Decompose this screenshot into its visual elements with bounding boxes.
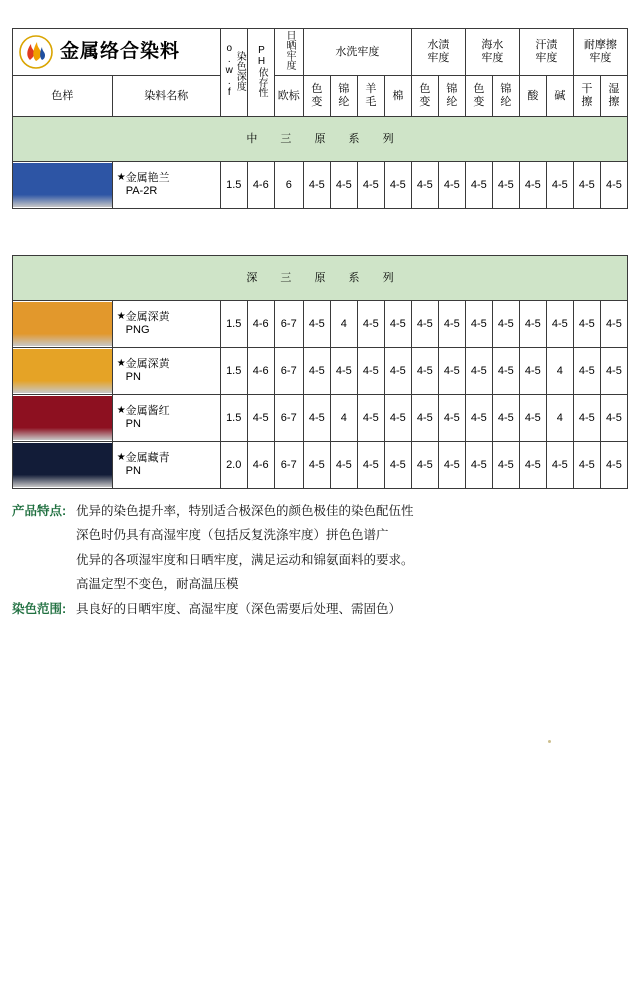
cell-sea-change: 4-5 <box>465 348 492 395</box>
header-rub: 耐摩擦 牢度 <box>573 29 627 76</box>
cell-sea-nylon: 4-5 <box>492 442 519 489</box>
cell-sea-nylon: 4-5 <box>492 348 519 395</box>
table-row <box>13 442 628 489</box>
cell-wash-wool: 4-5 <box>357 442 384 489</box>
cell-water-nylon: 4-5 <box>438 348 465 395</box>
cell-sea-nylon: 4-5 <box>492 301 519 348</box>
cell-ph: 4-6 <box>247 348 274 395</box>
cell-depth: 1.5 <box>220 162 247 209</box>
cell-wash-nylon: 4 <box>330 301 357 348</box>
cell-wash-nylon: 4-5 <box>330 162 357 209</box>
star-icon: ★ <box>116 311 126 323</box>
swatch-fill <box>13 349 112 393</box>
dye-name: ★ 金属深黄 PNG <box>112 301 220 348</box>
cell-depth: 1.5 <box>220 348 247 395</box>
swatch-fill <box>13 302 112 346</box>
cell-sweat-alkali: 4-5 <box>546 301 573 348</box>
cell-wash-change: 4-5 <box>303 301 330 348</box>
star-icon: ★ <box>116 172 126 184</box>
cell-depth: 1.5 <box>220 395 247 442</box>
feature-line-2: 深色时仍具有高湿牢度（包括反复洗涤牢度）拼色色谱广 <box>76 528 389 543</box>
cell-sun: 6-7 <box>274 395 303 442</box>
cell-ph: 4-6 <box>247 442 274 489</box>
header-wash-cotton: 棉 <box>384 76 411 117</box>
cell-water-nylon: 4-5 <box>438 442 465 489</box>
header-water-change: 色 变 <box>411 76 438 117</box>
header-sea-change: 色 变 <box>465 76 492 117</box>
cell-sun: 6-7 <box>274 442 303 489</box>
brand-title: 金属络合染料 <box>60 41 181 63</box>
cell-wash-nylon: 4-5 <box>330 442 357 489</box>
cell-rub-wet: 4-5 <box>600 301 627 348</box>
cell-sea-nylon: 4-5 <box>492 395 519 442</box>
cell-wash-change: 4-5 <box>303 442 330 489</box>
cell-wash-change: 4-5 <box>303 348 330 395</box>
table-row <box>13 162 628 209</box>
swatch-fill <box>13 443 112 487</box>
swatch-fill <box>13 163 112 207</box>
cell-rub-wet: 4-5 <box>600 162 627 209</box>
series-banner-1: 中 三 原 系 列 <box>13 117 628 162</box>
cell-rub-dry: 4-5 <box>573 395 600 442</box>
cell-depth: 2.0 <box>220 442 247 489</box>
dye-table-section-1 <box>12 28 628 209</box>
table-row <box>13 395 628 442</box>
cell-wash-cotton: 4-5 <box>384 348 411 395</box>
cell-wash-change: 4-5 <box>303 395 330 442</box>
header-wash-change: 色 变 <box>303 76 330 117</box>
cell-depth: 1.5 <box>220 301 247 348</box>
brand-cell <box>13 29 221 76</box>
cell-wash-cotton: 4-5 <box>384 162 411 209</box>
header-sweat-acid: 酸 <box>519 76 546 117</box>
cell-rub-dry: 4-5 <box>573 348 600 395</box>
color-swatch <box>13 395 113 442</box>
cell-sun: 6-7 <box>274 348 303 395</box>
cell-sweat-acid: 4-5 <box>519 162 546 209</box>
table-header-top <box>13 29 628 76</box>
cell-water-change: 4-5 <box>411 162 438 209</box>
dye-table-section-2 <box>12 255 628 489</box>
table-header-sub <box>13 76 628 117</box>
cell-sweat-alkali: 4-5 <box>546 162 573 209</box>
cell-sweat-acid: 4-5 <box>519 395 546 442</box>
header-wash: 水洗牢度 <box>303 29 411 76</box>
header-sun-standard: 欧标 <box>274 76 303 117</box>
color-swatch <box>13 162 113 209</box>
cell-wash-wool: 4-5 <box>357 162 384 209</box>
cell-rub-dry: 4-5 <box>573 162 600 209</box>
cell-sea-change: 4-5 <box>465 301 492 348</box>
cell-rub-wet: 4-5 <box>600 442 627 489</box>
header-sweat: 汗渍 牢度 <box>519 29 573 76</box>
cell-wash-wool: 4-5 <box>357 348 384 395</box>
header-sweat-alkali: 碱 <box>546 76 573 117</box>
star-icon: ★ <box>116 452 126 464</box>
cell-wash-nylon: 4 <box>330 395 357 442</box>
cell-wash-nylon: 4-5 <box>330 348 357 395</box>
cell-wash-cotton: 4-5 <box>384 395 411 442</box>
cell-water-change: 4-5 <box>411 301 438 348</box>
cell-sun: 6 <box>274 162 303 209</box>
color-swatch <box>13 348 113 395</box>
series-banner-2: 深 三 原 系 列 <box>13 256 628 301</box>
cell-sweat-acid: 4-5 <box>519 301 546 348</box>
dye-name: ★ 金属酱红 PN <box>112 395 220 442</box>
features-row <box>12 499 628 523</box>
feature-line-3: 优异的各项湿牢度和日晒牢度，满足运动和锦氨面料的要求。 <box>76 552 414 567</box>
dye-name: ★ 金属藏青 PN <box>112 442 220 489</box>
dye-name: ★ 金属深黄 PN <box>112 348 220 395</box>
table-row <box>13 301 628 348</box>
range-row <box>12 597 628 621</box>
cell-rub-wet: 4-5 <box>600 348 627 395</box>
notes-block <box>12 499 628 621</box>
cell-water-change: 4-5 <box>411 348 438 395</box>
header-water: 水渍 牢度 <box>411 29 465 76</box>
cell-water-nylon: 4-5 <box>438 395 465 442</box>
cell-sweat-alkali: 4-5 <box>546 442 573 489</box>
header-rub-wet: 湿 擦 <box>600 76 627 117</box>
color-swatch <box>13 301 113 348</box>
catalog-page <box>0 28 640 988</box>
features-label: 产品特点: <box>12 504 67 518</box>
range-label: 染色范围: <box>12 601 67 616</box>
cell-wash-wool: 4-5 <box>357 395 384 442</box>
cell-water-nylon: 4-5 <box>438 301 465 348</box>
header-water-nylon: 锦 纶 <box>438 76 465 117</box>
cell-wash-wool: 4-5 <box>357 301 384 348</box>
cell-ph: 4-6 <box>247 301 274 348</box>
flame-droplet-logo-icon <box>19 35 53 69</box>
paper-speck <box>548 740 551 743</box>
cell-wash-cotton: 4-5 <box>384 301 411 348</box>
cell-sea-change: 4-5 <box>465 162 492 209</box>
header-rub-dry: 干 擦 <box>573 76 600 117</box>
cell-sweat-alkali: 4 <box>546 395 573 442</box>
swatch-fill <box>13 396 112 440</box>
header-name: 染料名称 <box>112 76 220 117</box>
star-icon: ★ <box>116 405 126 417</box>
cell-wash-cotton: 4-5 <box>384 442 411 489</box>
cell-water-change: 4-5 <box>411 395 438 442</box>
header-wash-wool: 羊 毛 <box>357 76 384 117</box>
cell-sun: 6-7 <box>274 301 303 348</box>
table-row <box>13 348 628 395</box>
cell-sweat-alkali: 4 <box>546 348 573 395</box>
cell-sea-nylon: 4-5 <box>492 162 519 209</box>
range-text: 具良好的日晒牢度、高湿牢度（深色需要后处理、需固色） <box>76 601 402 616</box>
cell-water-nylon: 4-5 <box>438 162 465 209</box>
star-icon: ★ <box>116 358 126 370</box>
header-wash-nylon: 锦 纶 <box>330 76 357 117</box>
cell-ph: 4-5 <box>247 395 274 442</box>
dye-name: ★ 金属艳兰 PA-2R <box>112 162 220 209</box>
cell-water-change: 4-5 <box>411 442 438 489</box>
feature-line-1: 优异的染色提升率，特别适合极深色的颜色极佳的染色配伍性 <box>76 504 414 518</box>
header-seawater: 海水 牢度 <box>465 29 519 76</box>
color-swatch <box>13 442 113 489</box>
cell-ph: 4-6 <box>247 162 274 209</box>
cell-sweat-acid: 4-5 <box>519 348 546 395</box>
header-depth: 染色深度 o.w.f <box>220 29 247 117</box>
cell-sea-change: 4-5 <box>465 442 492 489</box>
cell-rub-dry: 4-5 <box>573 301 600 348</box>
header-ph: PH依存性 <box>247 29 274 117</box>
cell-wash-change: 4-5 <box>303 162 330 209</box>
header-sun: 日晒牢度 <box>274 29 303 76</box>
feature-line-4: 高温定型不变色，耐高温压模 <box>76 577 239 592</box>
header-swatch: 色样 <box>13 76 113 117</box>
header-sea-nylon: 锦 纶 <box>492 76 519 117</box>
cell-rub-wet: 4-5 <box>600 395 627 442</box>
cell-sweat-acid: 4-5 <box>519 442 546 489</box>
section-gap <box>0 209 640 255</box>
cell-rub-dry: 4-5 <box>573 442 600 489</box>
cell-sea-change: 4-5 <box>465 395 492 442</box>
